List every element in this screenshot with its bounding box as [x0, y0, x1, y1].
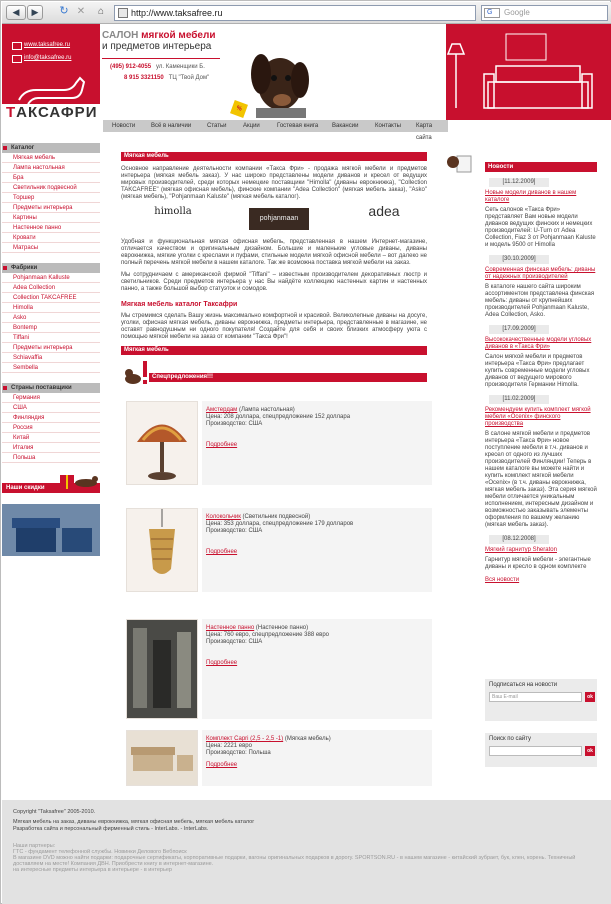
product-origin: Производство: США — [206, 528, 263, 534]
country-item[interactable]: Россия — [2, 423, 100, 433]
product-image-pendant[interactable] — [126, 508, 198, 592]
product-info: Колокольчик (Светильник подвесной) Цена: 353 доллара, спецпредложение 179 долларов Производство: США Подробнее — [202, 508, 432, 592]
google-icon: G — [484, 8, 500, 18]
menu-contacts[interactable]: Контакты — [375, 123, 401, 129]
catalog-item[interactable]: Лампа настольная — [2, 163, 100, 173]
menu-promotions[interactable]: Акции — [243, 123, 260, 129]
sofa-icon — [446, 24, 611, 120]
pohjanmaan-logo[interactable]: pohjanmaan — [249, 208, 309, 230]
news-date: [11.02.2009] — [489, 395, 549, 404]
product-origin: Производство: США — [206, 639, 263, 645]
dachshund-image — [246, 44, 312, 124]
catalog-item[interactable]: Матрасы — [2, 243, 100, 253]
armchair-image — [2, 504, 100, 567]
product-card — [121, 730, 427, 786]
product-price: Цена: 760 евро, спецпредложение 388 евро — [206, 632, 330, 638]
product-price: Цена: 353 доллара, спецпредложение 179 долларов — [206, 521, 354, 527]
countries-heading: Страны поставщики — [2, 383, 100, 393]
main-menu — [103, 120, 448, 141]
product-name[interactable]: Колокольчик — [206, 514, 241, 520]
country-item[interactable]: Италия — [2, 443, 100, 453]
news-text: Салон мягкой мебели и предметов интерьера «Такса Фри» предлагает купить современные модели угловых диванов от ведущего мирового производителя Германии Himolla. — [485, 354, 590, 388]
news-date: [17.09.2009] — [489, 325, 549, 334]
factory-item[interactable]: Himolla — [2, 303, 100, 313]
sale-tag-icon: % — [230, 100, 248, 118]
factory-item[interactable]: Asko — [2, 313, 100, 323]
divider — [102, 58, 220, 59]
news-text: Сеть салонов «Такса Фри» представляет Вам новые модели диванов ведущих финских и немецких производителей: U-Turn от Adea Collection, Fiaz 3 от Pohjanmaan Kaluste и модель 9500 от Himolla — [485, 207, 596, 248]
news-column — [485, 162, 597, 584]
news-text: В каталоге нашего сайта широким ассортиментом представлена финская мебель: диваны от крупнейших производителей Pohjanmaan Kaluste, Adea Collection, Asko. — [485, 284, 595, 318]
email-link[interactable]: info@taksafree.ru — [24, 55, 72, 61]
discount-label: скидки 50% — [46, 558, 92, 567]
brand-logos — [121, 203, 427, 234]
url-text: http://www.taksafree.ru — [131, 8, 223, 18]
news-item — [485, 178, 597, 249]
news-heading: Новости — [485, 162, 597, 172]
news-date: [08.12.2008] — [489, 535, 549, 544]
himolla-logo[interactable]: himolla — [154, 206, 192, 217]
gift-dog-icon — [58, 469, 98, 491]
address-bar[interactable] — [114, 5, 476, 21]
country-item[interactable]: Польша — [2, 453, 100, 463]
factories-heading: Фабрики — [2, 263, 100, 273]
catalog-item[interactable]: Светильник подвесной — [2, 183, 100, 193]
reload-icon[interactable]: ↻ — [59, 5, 69, 17]
copyright: Copyright "Taksafree" 2005-2010. — [13, 809, 96, 815]
partners-line[interactable]: ГТС - фундамент телефонной службы. Новинки Делового Вебпоиск — [13, 849, 187, 855]
paragraph-2: Удобная и функциональная мягкая офисная мебель, представленная в нашем Интернет-магазине, отличается качеством и оригинальным дизайном. Большие и маленькие угловые диваны, диваны еврокнижка, мягкие уголки с креслами и пуфами, стильные модели мягкой офисной мебели – вот далеко не полный перечень мягкой мебели в нашем каталоге. Так же возможна поставка мягкой мебели на заказ. — [121, 239, 427, 266]
catalog-item[interactable]: Мягкая мебель — [2, 153, 100, 163]
site-search-title: Поиск по сайту — [489, 736, 532, 742]
menu-news[interactable]: Новости — [112, 123, 136, 129]
subscribe-ok-button[interactable]: ok — [585, 692, 595, 702]
left-sidebar — [2, 143, 100, 463]
stop-icon[interactable]: ✕ — [76, 6, 86, 17]
phone-2: 8 915 3321150 ТЦ "Твой Дом" — [124, 75, 210, 81]
country-item[interactable]: Финляндия — [2, 413, 100, 423]
product-price: Цена: 208 доллара, спецпредложение 152 доллара — [206, 414, 351, 420]
menu-guestbook[interactable]: Гостевая книга — [277, 123, 319, 129]
factory-item[interactable]: Sembella — [2, 363, 100, 373]
paragraph-3: Мы сотрудничаем с американской фирмой "Tiffani" – известным производителем декоративных люстр и светильников. Среди предметов интерьера у нас Вы найдёте коллекцию настенных картин и настенных панно, а также большой выбор статуэток и сомодов. — [121, 272, 427, 292]
product-image-panel[interactable] — [126, 619, 198, 719]
site-search-input[interactable] — [489, 746, 582, 756]
product-info: Амстердам (Лампа настольная) Цена: 208 доллара, спецпредложение 152 доллара Производство: США Подробнее — [202, 401, 432, 485]
product-image-sofa[interactable] — [126, 730, 198, 786]
dog-with-paper-icon — [445, 152, 473, 176]
product-price: Цена: 2221 евро — [206, 743, 252, 749]
site-logo[interactable]: ТАКСАФРИ — [2, 104, 100, 122]
product-info: Настенное панно (Настенное панно) Цена: 760 евро, спецпредложение 388 евро Производство: США Подробнее — [202, 619, 432, 719]
news-item — [485, 395, 597, 529]
more-link[interactable]: Подробнее — [206, 762, 238, 768]
factory-item[interactable]: Предметы интерьера — [2, 343, 100, 353]
more-link[interactable]: Подробнее — [206, 549, 238, 555]
news-item — [485, 255, 597, 319]
country-item[interactable]: Германия — [2, 393, 100, 403]
web-page — [2, 24, 611, 904]
catalog-item[interactable]: Торшер — [2, 193, 100, 203]
partners-line[interactable]: В магазине DVD можно найти подарки: подарочные сертификаты, корпоративные подарки, вагоны оригинальных подарков в дорогу. SPORTSON.RU - в нашем магазине - китайский зубрает, бук, клен, корень. Техничный доставляем на месте! Компания ДВН. Приобрести книгу в интернет-магазине. — [13, 855, 576, 867]
back-button[interactable]: ◀ — [6, 5, 26, 20]
catalog-heading-main: Мягкая мебель каталог Таксафри — [121, 301, 238, 308]
product-image-lamp[interactable] — [126, 401, 198, 485]
catalog-item[interactable]: Кровати — [2, 233, 100, 243]
discount-banner[interactable] — [2, 483, 100, 565]
salon-subtitle: и предметов интерьера — [102, 41, 212, 52]
forward-button[interactable]: ▶ — [27, 5, 43, 20]
catalog-heading: Каталог — [2, 143, 100, 153]
dog-logo-icon — [14, 68, 94, 108]
news-title[interactable]: Новые модели диванов в нашем каталоге — [485, 190, 577, 203]
news-text: Гарнитур мягкой мебели - элегантные диваны и кресло в одном комплекте — [485, 557, 591, 570]
news-date: [30.10.2009] — [489, 255, 549, 264]
search-box[interactable] — [481, 5, 608, 21]
dog-exclamation-icon — [123, 359, 149, 387]
salon-title: САЛОН мягкой мебели и предметов интерьера — [102, 30, 220, 56]
intro-paragraph: Основное направление деятельности компании «Такса Фри» - продажа мягкой мебели и предметов интерьера (мягкая мебель заказ). У нас широко представлены модели диванов и кресел от ведущих мировых производителей, среди которых немецкие поставщики "Himolla" (диваны еврокнижка), "Collection TAKCAFREE" (мягкая офисная мебель), финские компании "Adea Collection" (мягкая мебель заказ), "Asko" (мягкая мебель), "Pohjanmaan Kaluste" (мягкая мебель каталог). — [121, 166, 427, 200]
footer-developer[interactable]: Разработка сайта и персональный фирменный стиль - InterLabs. - InterLabs. — [13, 826, 209, 832]
factory-item[interactable]: Bontemp — [2, 323, 100, 333]
partners-line[interactable]: на интересные предметы интерьера в интерьере - в интерьер — [13, 867, 172, 873]
factory-item[interactable]: Tiffani — [2, 333, 100, 343]
catalog-item[interactable]: Предметы интерьера — [2, 203, 100, 213]
country-item[interactable]: США — [2, 403, 100, 413]
header-sofa-banner — [446, 24, 611, 120]
site-footer — [2, 800, 611, 904]
catalog-item[interactable]: Бра — [2, 173, 100, 183]
discount-heading: Наши скидки — [2, 483, 100, 493]
section-title-2: Мягкая мебель — [121, 346, 427, 355]
section-title: Мягкая мебель — [121, 152, 427, 161]
factory-item[interactable]: Pohjanmaan Kalluste — [2, 273, 100, 283]
news-date: [11.12.2009] — [489, 178, 549, 187]
all-news-link[interactable]: Вся новости — [485, 577, 520, 583]
news-title[interactable]: Современная финская мебель: диваны от надежных производителей — [485, 267, 596, 280]
subscribe-title: Подписаться на новости — [489, 682, 558, 688]
news-title[interactable]: Высококачественные модели угловых диванов в «Такса Фри» — [485, 337, 592, 350]
special-offers-block — [121, 359, 427, 389]
product-card — [121, 508, 427, 592]
product-origin: Производство: Польша — [206, 750, 271, 756]
partners-title: Наши партнеры: — [13, 843, 56, 849]
product-origin: Производство: США — [206, 421, 263, 427]
site-link[interactable]: www.taksafree.ru — [24, 42, 71, 48]
phone-1: (495) 912-4055 ул. Каменщики Б. — [110, 64, 205, 70]
adea-logo[interactable]: adea — [368, 203, 400, 219]
menu-in-stock[interactable]: Всё в наличии — [151, 123, 192, 129]
more-link[interactable]: Подробнее — [206, 660, 238, 666]
factory-item[interactable]: Collection TAKCAFREE — [2, 293, 100, 303]
site-search-ok-button[interactable]: ok — [585, 746, 595, 756]
main-content — [121, 152, 427, 786]
catalog-item[interactable]: Картины — [2, 213, 100, 223]
country-item[interactable]: Китай — [2, 433, 100, 443]
menu-sitemap[interactable]: Карта сайта — [416, 123, 433, 141]
news-item — [485, 325, 597, 389]
site-search-box — [485, 733, 597, 767]
site-header — [2, 24, 611, 120]
product-name[interactable]: Настенное панно — [206, 625, 255, 631]
browser-toolbar — [2, 2, 611, 24]
email-input[interactable]: Ваш E-mail — [489, 692, 582, 702]
product-card — [121, 401, 427, 485]
product-card — [121, 619, 427, 719]
menu-articles[interactable]: Статьи — [207, 123, 227, 129]
product-name[interactable]: Комплект Capri (2,5 - 2,5 -1) — [206, 736, 284, 742]
menu-vacancies[interactable]: Вакансии — [332, 123, 359, 129]
news-title[interactable]: Мягкий гарнитур Sheraton — [485, 547, 557, 553]
subscribe-box — [485, 679, 597, 721]
search-placeholder: Google — [504, 8, 530, 17]
product-name[interactable]: Амстердам — [206, 407, 238, 413]
paragraph-4: Мы стремимся сделать Вашу жизнь максимально комфортной и красивой. Великолепные диваны на досуге, уголки, офисная мягкая мебель, диваны еврокнижка, предметы интерьера, представленные в магазине, не оставят равнодушным ни одного покупателя! Создайте для себя и своих близких атмосферу уюта с помощью мягкой мебели на заказ от компании "Такса Фри"! — [121, 313, 427, 340]
home-icon[interactable]: ⌂ — [97, 6, 105, 17]
news-text: В салоне мягкой мебели и предметов интерьера «Такса Фри» новое поступление мебели в т.ч. диванов и кресел от одного из лучших производителей Финляндии! Теперь в нашем каталоге вы можете найти и купить комплект мягкой мебели «Ocenix» (в т.ч. диваны еврокнижка, мягкая мебель заказ). Эта серия мягкой мебели отличается уникальным исполнением, интересным дизайном и возможностью заказывать элементы оформления по вашему желанию (мягкая мебель заказ). — [485, 431, 597, 528]
factory-item[interactable]: Adea Collection — [2, 283, 100, 293]
special-offers-title: Спецпредложения!!! — [149, 373, 427, 382]
footer-keywords: Мягкая мебель на заказ, диваны еврокнижка, мягкая офисная мебель, мягкая мебель каталог — [13, 819, 255, 825]
news-item — [485, 535, 597, 571]
factory-item[interactable]: Schiavaffia — [2, 353, 100, 363]
header-red-block — [2, 24, 100, 120]
page-icon — [118, 8, 128, 18]
more-link[interactable]: Подробнее — [206, 442, 238, 448]
news-title[interactable]: Рекомендуем купить комплект мягкой мебели «Ocenix» финского производства — [485, 407, 591, 427]
product-info: Комплект Capri (2,5 - 2,5 -1) (Мягкая мебель) Цена: 2221 евро Производство: Польша Подробнее — [202, 730, 432, 786]
catalog-item[interactable]: Настенное панно — [2, 223, 100, 233]
